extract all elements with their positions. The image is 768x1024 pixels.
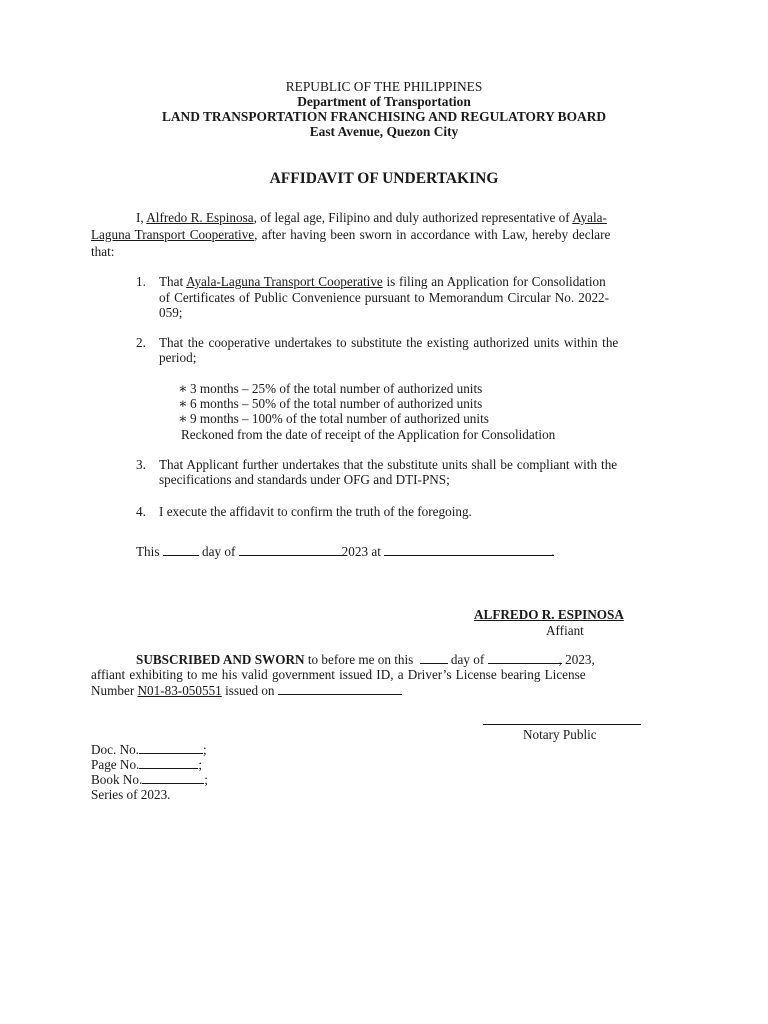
- reckoned-note: Reckoned from the date of receipt of the Application for Consolidation: [181, 427, 556, 442]
- register-punct: ;: [198, 757, 203, 772]
- doc-no-blank[interactable]: [139, 742, 203, 754]
- item-number: 3.: [136, 457, 146, 472]
- affiant-name: ALFREDO R. ESPINOSA: [474, 607, 624, 622]
- jurat-day-blank[interactable]: [420, 652, 448, 664]
- item-number: 1.: [136, 274, 146, 289]
- representative-name: Alfredo R. Espinosa: [146, 210, 254, 225]
- place-blank[interactable]: [384, 544, 554, 556]
- book-no-line: [91, 772, 208, 788]
- book-no-blank[interactable]: [142, 772, 204, 784]
- intro-text: , of legal age, Filipino and duly authorized representative of: [253, 210, 573, 225]
- jurat-heading: SUBSCRIBED AND SWORN: [136, 652, 305, 667]
- cooperative-name: Laguna Transport Cooperative: [91, 227, 255, 242]
- execution-text: day of: [202, 544, 236, 559]
- register-punct: ;: [204, 772, 208, 787]
- jurat-text: , 2023,: [558, 652, 595, 667]
- execution-text: This: [136, 544, 160, 559]
- item-number: 4.: [136, 504, 146, 519]
- jurat-text: day of: [450, 652, 485, 667]
- register-label: Doc. No.: [91, 742, 139, 757]
- intro-text: , after having been sworn in accordance with Law, hereby declare: [254, 227, 611, 242]
- header-department: Department of Transportation: [297, 94, 471, 109]
- day-blank[interactable]: [163, 544, 199, 556]
- jurat-line-2: affiant exhibiting to me his valid government issued ID, a Driver’s License bearing License: [91, 667, 586, 682]
- intro-line-2: [91, 227, 610, 243]
- execution-line: [136, 544, 554, 560]
- item-text: is filing an Application for Consolidation: [382, 274, 606, 289]
- issued-on-blank[interactable]: [278, 683, 402, 695]
- asterisk-bullet-icon: ∗: [178, 382, 188, 397]
- asterisk-bullet-icon: ∗: [178, 397, 188, 412]
- bullet-text: 6 months – 50% of the total number of authorized units: [190, 396, 483, 411]
- item-1-line-1: [159, 274, 606, 290]
- cooperative-name: Ayala-: [572, 210, 607, 225]
- month-blank[interactable]: [239, 544, 345, 556]
- bullet-text: 9 months – 100% of the total number of authorized units: [190, 411, 489, 426]
- jurat-text: Number: [91, 683, 138, 698]
- page-no-blank[interactable]: [139, 757, 198, 769]
- bullet-item: [178, 411, 489, 428]
- intro-line-1: [136, 210, 607, 226]
- intro-text: I,: [136, 210, 147, 225]
- jurat-month-blank[interactable]: [488, 652, 562, 664]
- register-punct: ;: [202, 742, 207, 757]
- page-no-line: [91, 757, 202, 773]
- register-label: Page No.: [91, 757, 140, 772]
- item-3-line-2: specifications and standards under OFG and DTI-PNS;: [159, 472, 450, 487]
- header-address: East Avenue, Quezon City: [309, 124, 459, 139]
- cooperative-name: Ayala-Laguna Transport Cooperative: [186, 274, 383, 289]
- series-line: Series of 2023.: [91, 787, 171, 802]
- header-board: LAND TRANSPORTATION FRANCHISING AND REGULATORY BOARD: [161, 109, 607, 124]
- jurat-line-1: [136, 652, 595, 668]
- execution-text: 2023 at: [341, 544, 381, 559]
- item-number: 2.: [136, 335, 146, 350]
- execution-text: .: [551, 544, 555, 559]
- notary-signature-line[interactable]: [483, 724, 641, 725]
- item-2-line-1: That the cooperative undertakes to substitute the existing authorized units within the: [159, 335, 619, 350]
- license-number: N01-83-050551: [137, 683, 222, 698]
- header-republic: REPUBLIC OF THE PHILIPPINES: [285, 79, 483, 94]
- asterisk-bullet-icon: ∗: [178, 412, 188, 427]
- item-3-line-1: That Applicant further undertakes that the substitute units shall be compliant with the: [159, 457, 618, 472]
- register-label: Book No.: [91, 772, 143, 787]
- item-1-line-2: of Certificates of Public Convenience pursuant to Memorandum Circular No. 2022-: [159, 290, 610, 305]
- document-title: AFFIDAVIT OF UNDERTAKING: [269, 170, 499, 187]
- item-4-line-1: I execute the affidavit to confirm the truth of the foregoing.: [159, 504, 472, 519]
- item-1-line-3: 059;: [159, 305, 183, 320]
- item-2-line-2: period;: [159, 350, 197, 365]
- jurat-text: to before me on this: [304, 652, 414, 667]
- jurat-text: issued on: [221, 683, 278, 698]
- doc-no-line: [91, 742, 207, 758]
- jurat-line-3: [91, 683, 402, 699]
- notary-label: Notary Public: [523, 727, 597, 742]
- item-text: That: [159, 274, 187, 289]
- affiant-label: Affiant: [546, 623, 584, 638]
- bullet-text: 3 months – 25% of the total number of authorized units: [190, 381, 483, 396]
- intro-line-3: that:: [91, 244, 115, 259]
